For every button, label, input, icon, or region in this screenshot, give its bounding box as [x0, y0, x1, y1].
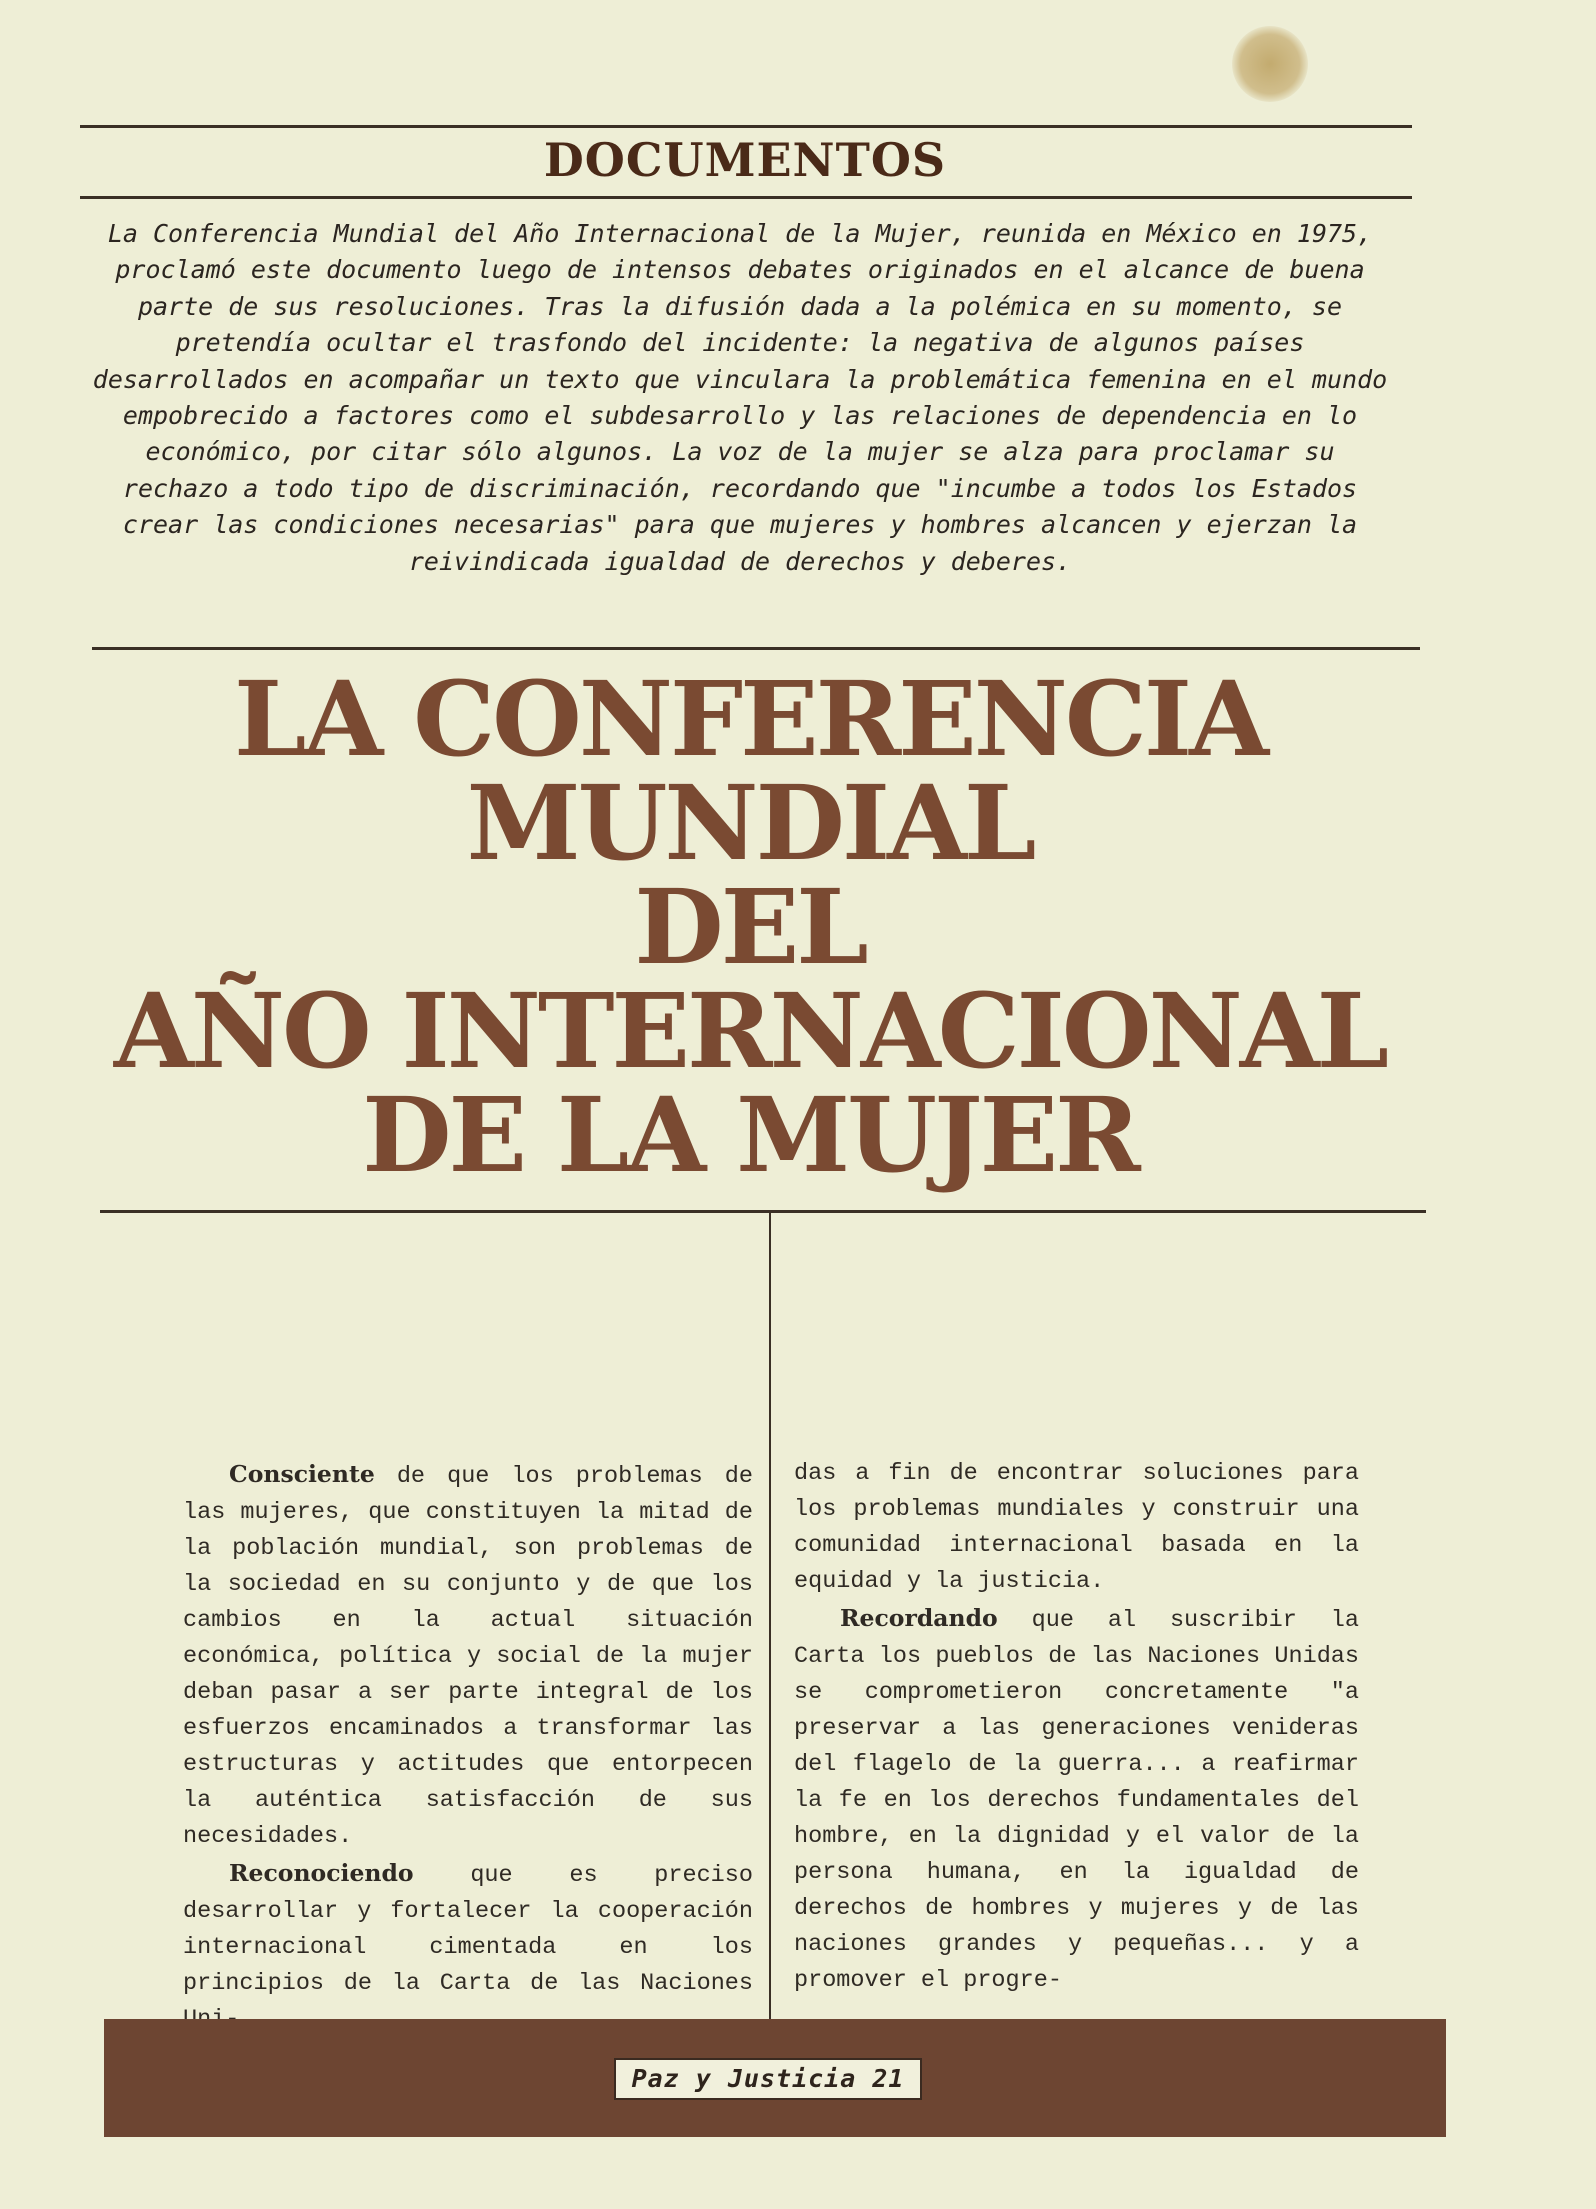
paragraph-continuation: das a fin de encontrar soluciones para los problemas mundiales y construir una comunidad internacional basada en la equidad y la justicia. [794, 1460, 1359, 1595]
left-column [183, 1456, 753, 2038]
section-title-rule [80, 196, 1412, 199]
right-column [794, 1456, 1359, 1999]
paragraph-text: que es preciso desarrollar y fortalecer la cooperación internacional cimentada en los principios de la Carta de las Naciones [183, 1862, 753, 1997]
paragraph-text: que al suscribir la Carta los pueblos de las Naciones Unidas se comprometieron concretamente "a preservar a las generaciones venideras del flagelo de la guerra... a reafirmar la fe en los derechos fundamentales del hombre, en la dignidad y el valor de la persona humana, en la igualdad de derechos de hombres y mujeres y de las naciones grandes y pequeñas... y a promover el progre- [794, 1607, 1359, 1994]
section-title: DOCUMENTOS [543, 133, 947, 187]
headline [60, 659, 1440, 1196]
headline-line-5: DE LA MUJER [362, 1075, 1138, 1196]
paragraph-reconociendo [183, 1855, 753, 2038]
intro-bottom-rule [92, 647, 1420, 650]
paper-stain [1232, 26, 1308, 102]
paragraph-text: de que los problemas de las mujeres, que constituyen la mitad de la población mundial, son problemas de la sociedad en su conjunto y de que los cambios en la actual situación económica, política y social de la mujer deban pasar a ser parte integral de los esfuerzos encaminados a transformar las estructuras y actitudes que entorpecen la auténtica satisfacción de sus necesidades. [183, 1463, 753, 1850]
lead-word-reconociendo: Reconociendo [229, 1859, 414, 1887]
headline-line-2: MUNDIAL [466, 763, 1034, 884]
top-rule [80, 125, 1412, 128]
headline-bottom-rule [100, 1210, 1426, 1213]
lead-word-recordando: Recordando [840, 1604, 998, 1632]
headline-line-4: AÑO INTERNACIONAL [113, 971, 1387, 1092]
footer-page-label: Paz y Justicia 21 [614, 2058, 922, 2100]
paragraph-consciente [183, 1456, 753, 1855]
intro-paragraph: La Conferencia Mundial del Año Internacional de la Mujer, reunida en México en 1975, proclamó este documento luego de intensos debates originados en el alcance de buena parte de sus resoluciones. Tras la difusión dada a la polémica en su momento, se pretendía ocultar el trasfondo del incidente: la negativa de algunos países desarrollados en acompañar un texto que vinculara la problemática femenina en el mundo empobrecido a factores como el subdesarrollo y las relaciones de dependencia en lo económico, por citar sólo algunos. La voz de la mujer se alza para proclamar su rechazo a todo tipo de discriminación, recordando que "incumbe a todos los Estados crear las condiciones necesarias" para que mujeres y hombres alcancen y ejerzan la reivindicada igualdad de derechos y deberes. [92, 219, 1388, 576]
lead-word-consciente: Consciente [229, 1460, 375, 1488]
paragraph-recordando [794, 1600, 1359, 1999]
headline-line-3: DEL [634, 867, 866, 988]
column-divider [769, 1212, 771, 2027]
headline-line-1: LA CONFERENCIA [233, 659, 1266, 780]
